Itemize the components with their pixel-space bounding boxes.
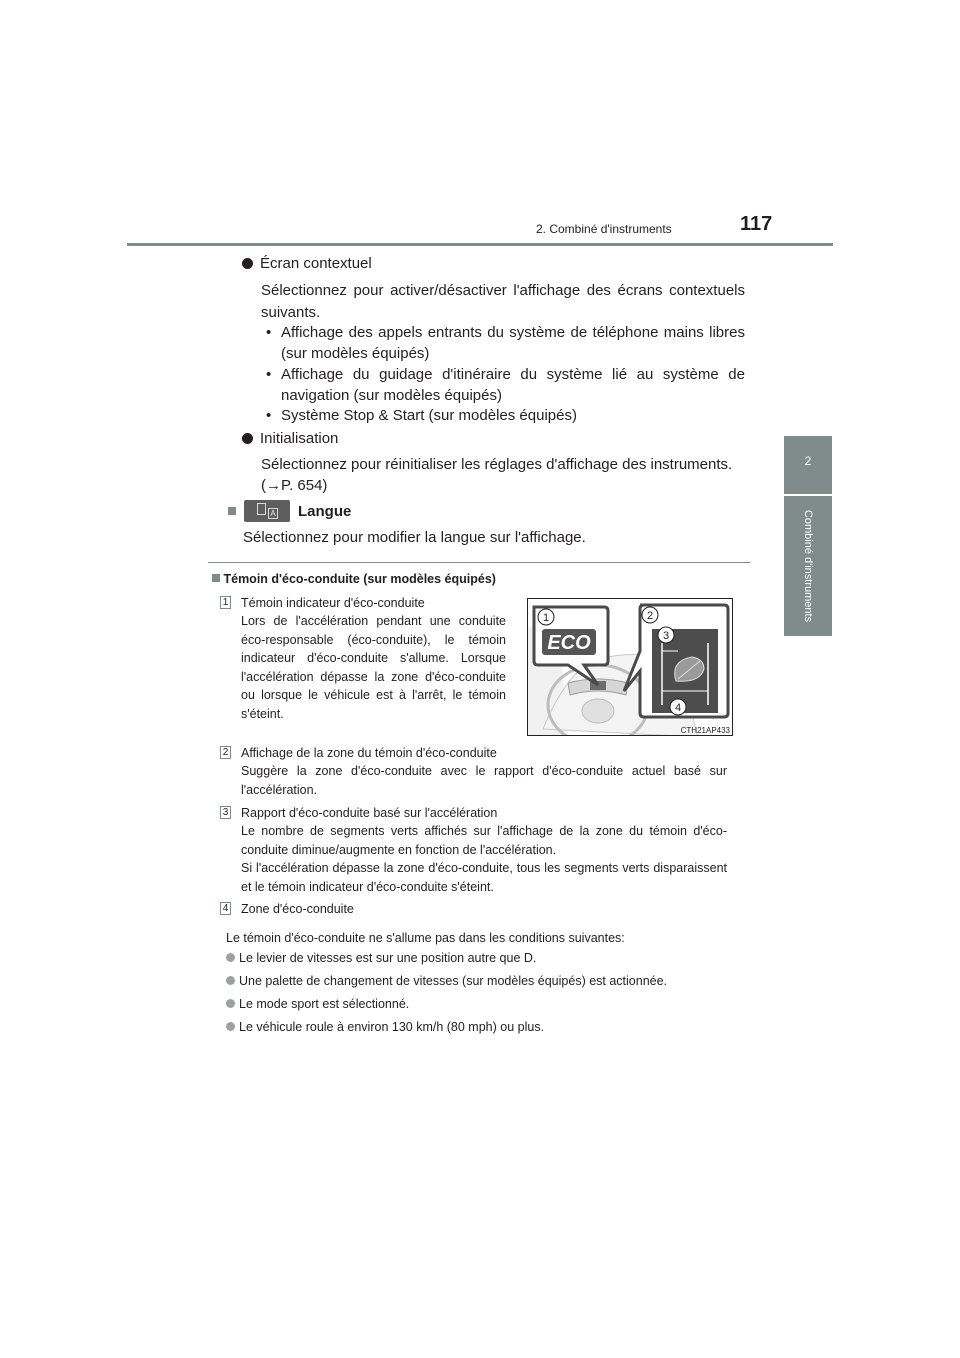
steering-hub xyxy=(582,699,614,723)
language-text: Sélectionnez pour modifier la langue sur l'affichage. xyxy=(243,529,586,546)
callout-number: 3 xyxy=(220,806,231,819)
section-divider xyxy=(208,562,750,563)
page-number: 117 xyxy=(740,213,773,235)
callout-number: 1 xyxy=(220,596,231,609)
conditions-intro: Le témoin d'éco-conduite ne s'allume pas dans les conditions suivantes: xyxy=(226,931,625,945)
popup-intro: Sélectionnez pour activer/désactiver l'affichage des écrans contextuels suivants. xyxy=(261,282,745,321)
popup-item: Affichage du guidage d'itinéraire du système lié au système de navigation (sur modèles équipés) xyxy=(281,366,745,404)
popup-item: Affichage des appels entrants du système de téléphone mains libres (sur modèles équipés) xyxy=(281,324,745,362)
eco-item-title: Zone d'éco-conduite xyxy=(241,902,354,916)
condition-item: Le levier de vitesses est sur une position autre que D. xyxy=(226,949,536,968)
section-title: 2. Combiné d'instruments xyxy=(536,222,672,236)
condition-item: Une palette de changement de vitesses (sur modèles équipés) est actionnée. xyxy=(226,972,667,991)
condition-item: Le véhicule roule à environ 130 km/h (80 mph) ou plus. xyxy=(226,1018,544,1037)
eco-item-text: Lors de l'accélération pendant une conduite éco-responsable (éco-conduite), le témoin indicateur d'éco-conduite s'allume. Lorsque l'accélération dépasse la zone d'éco-conduite ou lorsque le véhicule est à l'arrêt, le témoin s'éteint. xyxy=(241,614,506,721)
callout-1-label: 1 xyxy=(542,612,550,624)
figure-code: CTH21AP433 xyxy=(680,726,730,735)
callout-number: 4 xyxy=(220,902,231,915)
callout-4-label: 4 xyxy=(674,702,682,714)
callout-3-label: 3 xyxy=(662,630,670,642)
eco-badge-text: ECO xyxy=(547,632,591,654)
eco-heading: Témoin d'éco-conduite (sur modèles équipés) xyxy=(223,572,496,586)
eco-item-title: Rapport d'éco-conduite basé sur l'accélération xyxy=(241,806,498,820)
popup-item-dot: • xyxy=(266,324,272,341)
init-text: Sélectionnez pour réinitialiser les réglages d'affichage des instruments. xyxy=(261,456,733,473)
init-heading: Initialisation xyxy=(242,430,338,447)
popup-item-dot: • xyxy=(266,407,272,424)
chapter-tab xyxy=(784,496,832,636)
init-page-ref: (→P. 654) xyxy=(261,477,328,494)
popup-item-dot: • xyxy=(266,366,272,383)
callout-2-label: 2 xyxy=(646,610,654,622)
chapter-tab-label: Combiné d'instruments xyxy=(802,509,814,623)
eco-heading-row xyxy=(212,570,496,589)
condition-item: Le mode sport est sélectionné. xyxy=(226,995,409,1014)
eco-item-text: Le nombre de segments verts affichés sur l'affichage de la zone du témoin d'éco-conduite diminue/augmente en fonction de l'accélération. xyxy=(241,824,727,857)
eco-item-text-2: Si l'accélération dépasse la zone d'éco-conduite, tous les segments verts disparaissent et le témoin indicateur d'éco-conduite s'éteint. xyxy=(241,861,727,894)
chapter-tab-number: 2 xyxy=(784,436,832,494)
eco-item-title: Affichage de la zone du témoin d'éco-conduite xyxy=(241,746,497,760)
popup-heading: Écran contextuel xyxy=(242,255,372,272)
eco-item-title: Témoin indicateur d'éco-conduite xyxy=(241,596,425,610)
callout-number: 2 xyxy=(220,746,231,759)
language-settings-icon: A xyxy=(244,500,290,522)
eco-figure-svg xyxy=(528,599,733,736)
language-heading: Langue xyxy=(298,503,352,520)
eco-item-text: Suggère la zone d'éco-conduite avec le rapport d'éco-conduite actuel basé sur l'accélération. xyxy=(241,764,727,797)
eco-indicator-figure xyxy=(527,598,733,736)
popup-item: Système Stop & Start (sur modèles équipés) xyxy=(281,407,577,424)
language-marker xyxy=(228,501,236,522)
header-rule xyxy=(127,243,833,246)
